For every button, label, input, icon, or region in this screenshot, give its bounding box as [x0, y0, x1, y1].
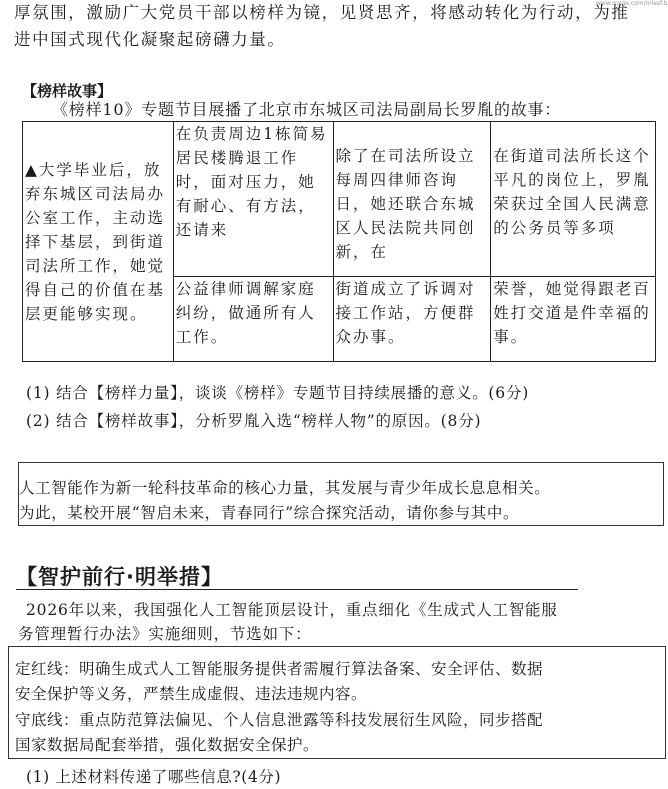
ai-intro-line-2: 为此，某校开展“智启未来，青春同行”综合探究活动，请你参与其中。	[19, 504, 520, 522]
intro-line-1: 厚氛围，激励广大党员干部以榜样为镜，见贤思齐，将感动转化为行动，为推	[14, 3, 630, 22]
section-body-line-2: 务管理暂行办法》实施细则，节选如下：	[18, 625, 312, 643]
ai-intro-line-1: 人工智能作为新一轮科技革命的核心力量，其发展与青少年成长息息相关。	[19, 479, 551, 497]
story-cell-5: 公益律师调解家庭纠纷，做通所有人工作。	[173, 277, 333, 362]
story-cell-2: 在负责周边1栋简易居民楼腾退工作时，面对压力，她有耐心、有方法，还请来	[173, 122, 333, 277]
story-heading: 【榜样故事】	[22, 82, 113, 100]
story-table	[22, 121, 656, 362]
story-cell-4: 在街道司法所长这个平凡的岗位上，罗胤荣获过全国人民满意的公务员等多项	[491, 122, 656, 277]
intro-line-2: 进中国式现代化凝聚起磅礴力量。	[14, 30, 286, 49]
measures-line-4: 国家数据局配套举措，强化数据安全保护。	[15, 736, 320, 754]
section-title-underline	[16, 589, 578, 590]
ai-intro-box	[18, 462, 664, 526]
question-2: (2) 结合【榜样故事】，分析罗胤入选“榜样人物”的原因。(8分)	[26, 412, 482, 430]
story-cell-6: 街道成立了诉调对接工作站，方便群众办事。	[333, 277, 491, 362]
story-lead: 《榜样10》专题节目展播了北京市东城区司法局副局长罗胤的故事：	[52, 100, 562, 119]
story-cell-3: 除了在司法所设立每周四律师咨询日，她还联合东城区人民法院共同创新，在	[333, 122, 491, 277]
section-question-1: (1) 上述材料传递了哪些信息?(4分)	[26, 768, 282, 786]
story-cell-7: 荣誉，她觉得跟老百姓打交道是件幸福的事。	[491, 277, 656, 362]
measures-line-2: 安全保护等义务，严禁生成虚假、违法违规内容。	[15, 685, 368, 703]
measures-line-3: 守底线：重点防范算法偏见、个人信息泄露等科技发展衍生风险，同步搭配	[15, 711, 544, 729]
story-cell-1: ▲大学毕业后，放弃东城区司法局办公室工作，主动选择下基层，到街道司法所工作，她觉得自己的价值在基层更能够实现。	[23, 122, 174, 362]
watermark-text: www.mxqe.com/mlesf.b	[596, 0, 668, 7]
measures-line-1: 定红线：明确生成式人工智能服务提供者需履行算法备案、安全评估、数据	[15, 660, 544, 678]
question-1: (1) 结合【榜样力量】，谈谈《榜样》专题节目持续展播的意义。(6分)	[26, 384, 530, 402]
measures-box	[8, 646, 666, 759]
section-title: 【智护前行·明举措】	[16, 565, 223, 589]
section-body-line-1: 2026年以来，我国强化人工智能顶层设计，重点细化《生成式人工智能服	[26, 601, 558, 619]
